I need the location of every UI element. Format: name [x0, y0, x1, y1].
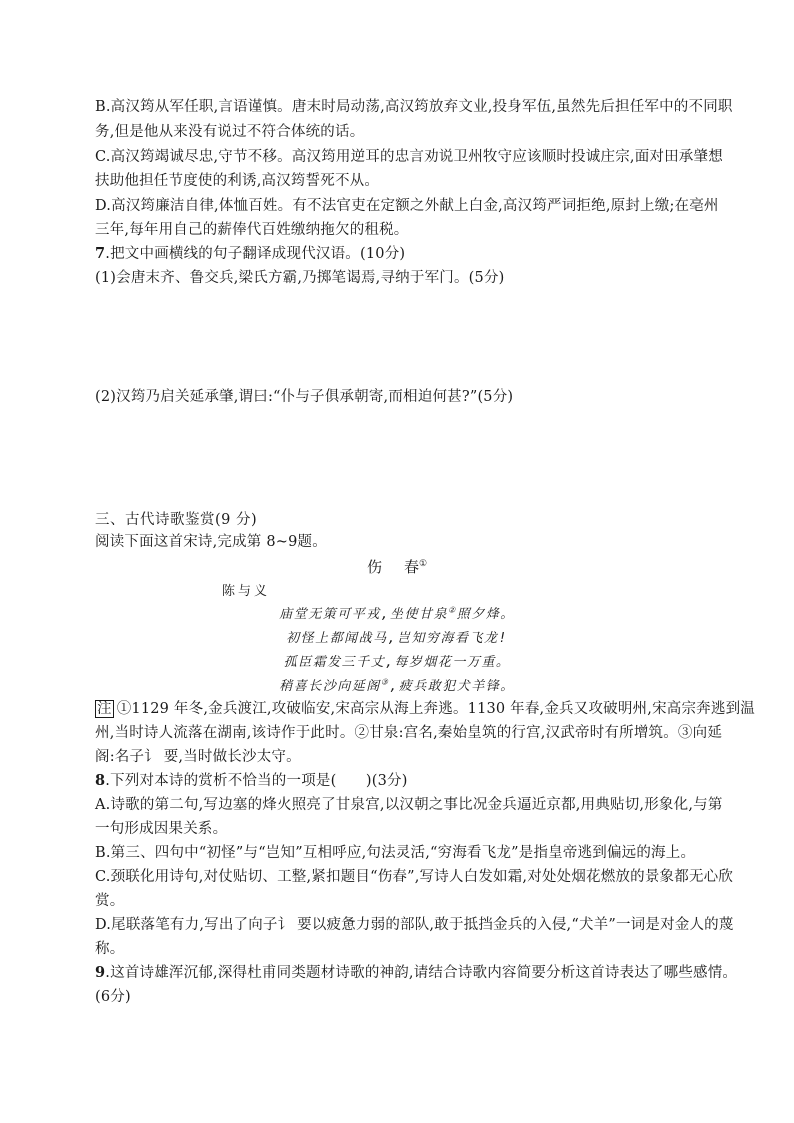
question-7-sentence-1: (1)会唐末齐、鲁交兵,梁氏方霸,乃掷笔谒焉,寻纳于军门。(5分) [95, 270, 505, 286]
poem-line-3: 孤臣霜发三千丈,每岁烟花一万重。 [283, 655, 511, 670]
question-9-text: .这首诗雄浑沉郁,深得杜甫同类题材诗歌的神韵,请结合诗歌内容简要分析这首诗表达了哪些感情。 [105, 965, 738, 981]
question-9-stem [95, 963, 737, 983]
poem-line-1-b: 照夕烽。 [456, 607, 515, 622]
q8-option-d-line-2: 称。 [95, 941, 125, 957]
poem-line-1 [0, 603, 794, 622]
question-7-sentence-2: (2)汉筠乃启关延承肇,谓曰:“仆与子俱承朝寄,而相迫何甚?”(5分) [95, 389, 514, 405]
q8-option-b-line-1: B.第三、四句中“初怪”与“岂知”互相呼应,句法灵活,“穷海看飞龙”是指皇帝逃到偏远的海上。 [95, 845, 696, 861]
notes-line-2: 州,当时诗人流落在湖南,该诗作于此时。②甘泉:宫名,秦始皇筑的行宫,汉武帝时有所增筑。③向延 [95, 725, 723, 741]
notes-line-1 [95, 699, 755, 719]
q8-option-a-line-2: 一句形成因果关系。 [95, 821, 228, 837]
notes-label: 注 [97, 701, 112, 717]
question-8-text: .下列对本诗的赏析不恰当的一项是( )(3分) [105, 773, 408, 789]
q8-option-d-line-1: D.尾联落笔有力,写出了向子讠 要以疲惫力弱的部队,敢于抵挡金兵的入侵,“犬羊”一词是对金人的蔑 [95, 917, 734, 933]
poem-line-4-a: 稍喜长沙向延阁 [279, 679, 381, 694]
section-3-intro: 阅读下面这首宋诗,完成第 8~9题。 [95, 534, 327, 550]
poem-line-1-a: 庙堂无策可平戎,坐使甘泉 [279, 607, 449, 622]
section-3-heading: 三、古代诗歌鉴赏(9 分) [95, 512, 258, 528]
q8-option-c-line-1: C.颈联化用诗句,对仗贴切、工整,紧扣题目“伤春”,写诗人白发如霜,对处处烟花燃放的景象都无心欣 [95, 869, 734, 885]
option-c-line-2: 扶助他担任节度使的利诱,高汉筠誓死不从。 [95, 173, 380, 189]
poem-title-char-2: 春 [403, 558, 419, 576]
question-7-text: .把文中画横线的句子翻译成现代汉语。(10分) [105, 246, 406, 262]
poem-line-4 [0, 675, 794, 694]
poem-line-1-note: ② [448, 605, 457, 615]
question-9-number: 9 [95, 964, 106, 981]
q8-option-a-line-1: A.诗歌的第二句,写边塞的烽火照亮了甘泉宫,以汉朝之事比况金兵逼近京都,用典贴切,形象化,与第 [95, 797, 723, 813]
poem-title-note: ① [418, 559, 428, 569]
option-d-line-2: 三年,每年用自己的薪俸代百姓缴纳拖欠的租税。 [95, 222, 409, 238]
option-b-line-2: 务,但是他从来没有说过不符合体统的话。 [95, 124, 365, 140]
q8-option-c-line-2: 赏。 [95, 893, 125, 909]
option-c-line-1: C.高汉筠竭诚尽忠,守节不移。高汉筠用逆耳的忠言劝说卫州牧守应该顺时投诚庄宗,面对田承肇想 [95, 149, 723, 165]
notes-line-3: 阁:名子讠 要,当时做长沙太守。 [95, 749, 301, 765]
poem-title [0, 556, 794, 577]
question-7-number: 7 [95, 245, 106, 262]
question-9-stem-line-2: (6分) [95, 989, 131, 1005]
poem-line-2: 初怪上都闻战马,岂知穷海看飞龙! [286, 631, 508, 646]
option-b-line-1: B.高汉筠从军任职,言语谨慎。唐末时局动荡,高汉筠放弃文业,投身军伍,虽然先后担任军中的不同职 [95, 99, 733, 115]
question-8-number: 8 [95, 772, 106, 789]
question-7-stem [95, 244, 405, 264]
question-8-stem [95, 771, 408, 791]
poem-author: 陈与义 [222, 584, 271, 599]
option-d-line-1: D.高汉筠廉洁自律,体恤百姓。有不法官吏在定额之外献上白金,高汉筠严词拒绝,原封上缴;在亳州 [95, 198, 719, 214]
notes-text-1: ①1129 年冬,金兵渡江,攻破临安,宋高宗从海上奔逃。1130 年春,金兵又攻破明州,宋高宗奔逃到温 [116, 701, 755, 717]
poem-title-char-1: 伤 [366, 558, 382, 576]
poem-line-4-note: ③ [380, 677, 390, 687]
poem-line-4-b: ,疲兵敢犯犬羊锋。 [389, 679, 515, 694]
